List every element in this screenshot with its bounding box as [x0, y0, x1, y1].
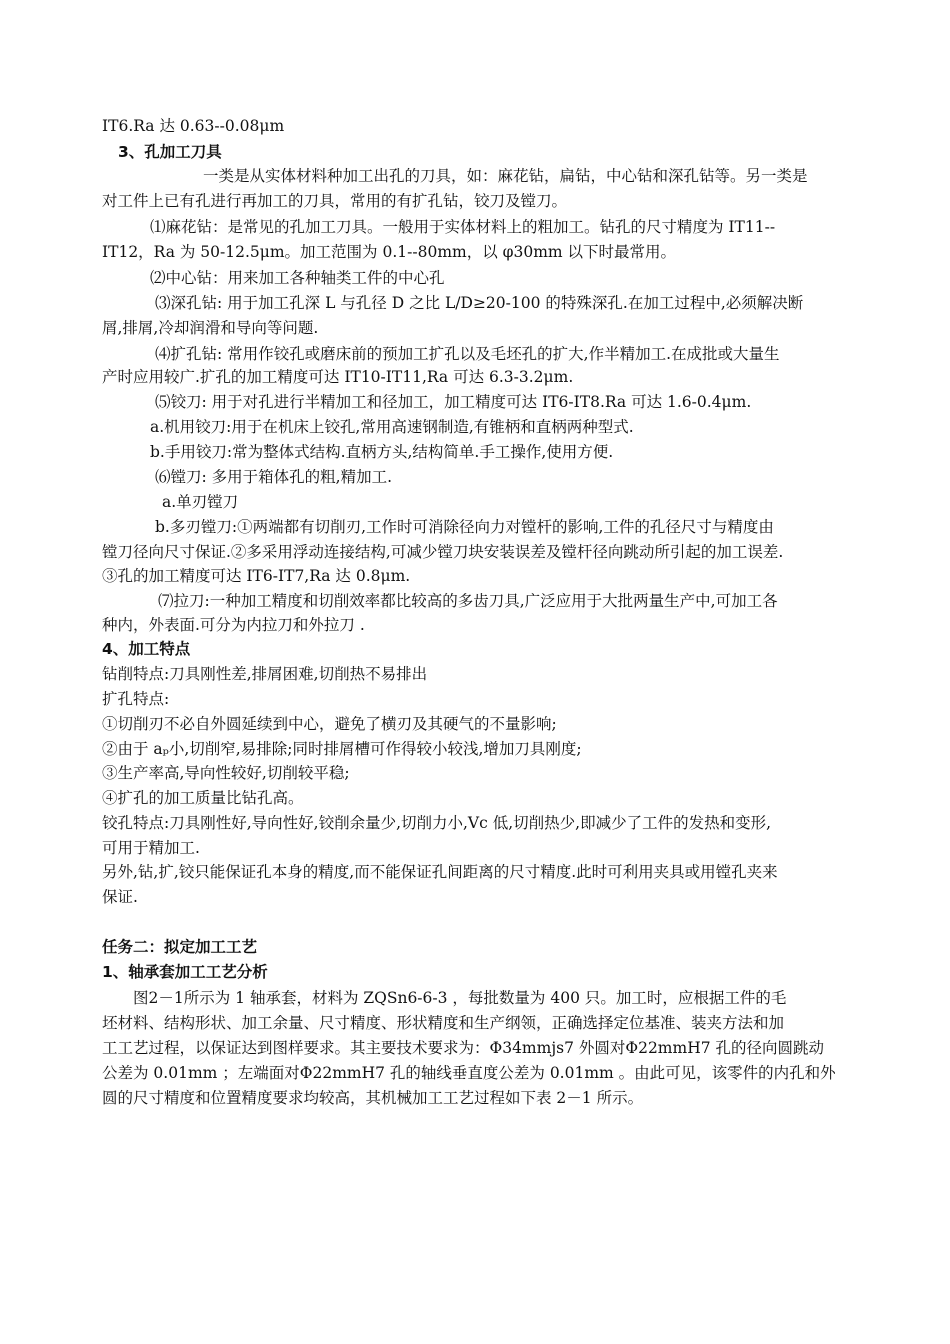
text-line: a.机用铰刀:用于在机床上铰孔,常用高速钢制造,有锥柄和直柄两种型式. — [150, 418, 634, 436]
text-line: IT6.Ra 达 0.63--0.08μm — [102, 117, 285, 135]
text-line: 扩孔特点: — [102, 690, 170, 708]
text-line: 对工件上已有孔进行再加工的刀具，常用的有扩孔钻，铰刀及镗刀。 — [102, 192, 568, 210]
text-line: ⑸铰刀: 用于对孔进行半精加工和径加工，加工精度可达 IT6-IT8.Ra 可达 1.6-0.4μm. — [155, 393, 752, 411]
text-line: 钻削特点:刀具刚性差,排屑困难,切削热不易排出 — [102, 665, 428, 683]
text-line: ④扩孔的加工质量比钻孔高。 — [102, 789, 304, 807]
text-line: ①切削刃不必自外圆延续到中心，避免了横刃及其硬气的不量影响; — [102, 715, 557, 733]
task-heading: 任务二：拟定加工工艺 — [102, 938, 258, 956]
text-line: b.手用铰刀:常为整体式结构.直柄方头,结构简单.手工操作,使用方便. — [150, 443, 614, 461]
text-line: 屑,排屑,冷却润滑和导向等问题. — [102, 319, 319, 337]
text-line: ⑷扩孔钻: 常用作铰孔或磨床前的预加工扩孔以及毛坯孔的扩大,作半精加工.在成批或大量生 — [155, 345, 780, 363]
text-line: 产时应用较广.扩孔的加工精度可达 IT10-IT11,Ra 可达 6.3-3.2μm. — [102, 368, 574, 386]
text-line: IT12，Ra 为 50-12.5μm。加工范围为 0.1--80mm，以 φ30mm 以下时最常用。 — [102, 243, 677, 261]
text-line: 保证. — [102, 888, 138, 906]
text-line: ⑹镗刀: 多用于箱体孔的粗,精加工. — [155, 468, 393, 486]
text-line: a.单刃镗刀 — [162, 493, 239, 511]
section-heading: 3、孔加工刀具 — [118, 143, 222, 161]
text-line: 公差为 0.01mm ；左端面对Φ22mmH7 孔的轴线垂直度公差为 0.01mm 。由此可见，该零件的内孔和外 — [102, 1064, 836, 1082]
text-line: ②由于 aₚ小,切削窄,易排除;同时排屑槽可作得较小较浅,增加刀具刚度; — [102, 740, 582, 758]
text-line: 一类是从实体材料种加工出孔的刀具，如：麻花钻，扁钻，中心钻和深孔钻等。另一类是 — [203, 167, 808, 185]
text-line: ⑶深孔钻: 用于加工孔深 L 与孔径 D 之比 L/D≥20-100 的特殊深孔.在加工过程中,必须解决断 — [155, 294, 804, 312]
section-heading: 4、加工特点 — [102, 640, 191, 658]
text-line: 另外,钻,扩,铰只能保证孔本身的精度,而不能保证孔间距离的尺寸精度.此时可利用夹具或用镗孔夹来 — [102, 863, 778, 881]
text-line: ③生产率高,导向性较好,切削较平稳; — [102, 764, 350, 782]
text-line: ⑵中心钻：用来加工各种轴类工件的中心孔 — [150, 269, 445, 287]
text-line: 图2－1所示为 1 轴承套，材料为 ZQSn6-6-3 ，每批数量为 400 只。加工时，应根据工件的毛 — [133, 989, 787, 1007]
text-line: 种内，外表面.可分为内拉刀和外拉刀 . — [102, 616, 365, 634]
text-line: 铰孔特点:刀具刚性好,导向性好,铰削余量少,切削力小,Vc 低,切削热少,即减少了工件的发热和变形, — [102, 814, 772, 832]
text-line: 可用于精加工. — [102, 839, 200, 857]
text-line: 镗刀径向尺寸保证.②多采用浮动连接结构,可减少镗刀块安装误差及镗杆径向跳动所引起的加工误差. — [102, 543, 784, 561]
text-line: ⑴麻花钻：是常见的孔加工刀具。一般用于实体材料上的粗加工。钻孔的尺寸精度为 IT11-- — [150, 218, 776, 236]
text-line: ③孔的加工精度可达 IT6-IT7,Ra 达 0.8μm. — [102, 567, 411, 585]
text-line: 坯材料、结构形状、加工余量、尺寸精度、形状精度和生产纲领，正确选择定位基准、装夹方法和加 — [102, 1014, 785, 1032]
text-line: 工工艺过程，以保证达到图样要求。其主要技术要求为：Φ34mmjs7 外圆对Φ22mmH7 孔的径向圆跳动 — [102, 1039, 825, 1057]
text-line: b.多刃镗刀:①两端都有切削刃,工作时可消除径向力对镗杆的影响,工件的孔径尺寸与精度由 — [155, 518, 774, 536]
text-line: ⑺拉刀:一种加工精度和切削效率都比较高的多齿刀具,广泛应用于大批两量生产中,可加工各 — [158, 592, 778, 610]
text-line: 圆的尺寸精度和位置精度要求均较高，其机械加工工艺过程如下表 2－1 所示。 — [102, 1089, 644, 1107]
section-heading: 1、轴承套加工工艺分析 — [102, 963, 268, 981]
